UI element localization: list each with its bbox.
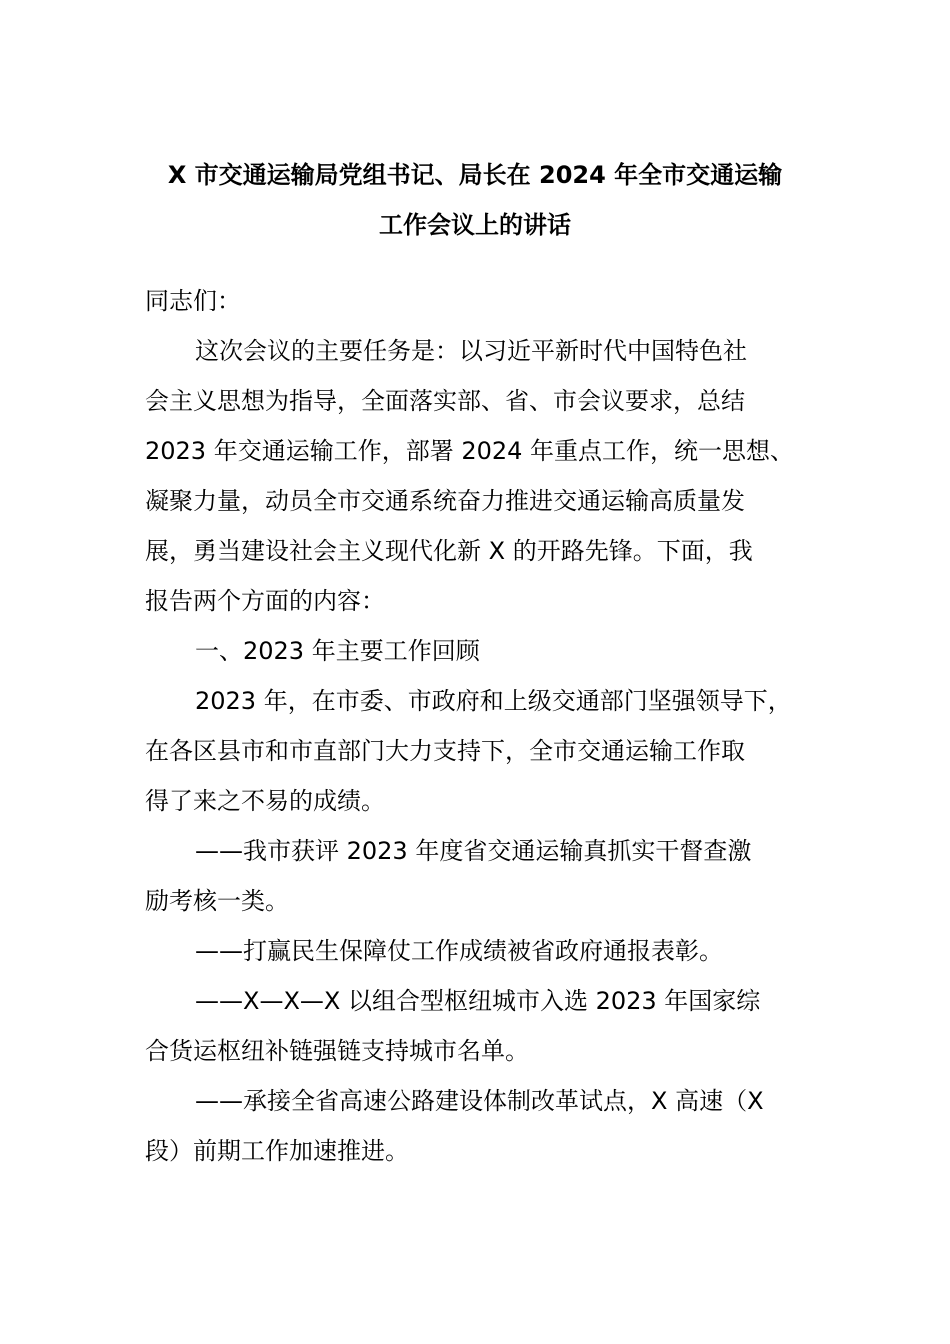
body-line: 凝聚力量，动员全市交通系统奋力推进交通运输高质量发 xyxy=(145,487,745,515)
body-line: 在各区县市和市直部门大力支持下，全市交通运输工作取 xyxy=(145,737,745,765)
body-line: 得了来之不易的成绩。 xyxy=(145,787,385,815)
body-line: 2023 年交通运输工作，部署 2024 年重点工作，统一思想、 xyxy=(145,437,795,465)
body-line: 展，勇当建设社会主义现代化新 X 的开路先锋。下面，我 xyxy=(145,537,753,565)
body-line: 这次会议的主要任务是：以习近平新时代中国特色社 xyxy=(195,337,747,365)
body-line: 报告两个方面的内容： xyxy=(145,587,385,615)
body-line: 2023 年，在市委、市政府和上级交通部门坚强领导下， xyxy=(195,687,792,715)
list-item-line: ——打赢民生保障仗工作成绩被省政府通报表彰。 xyxy=(195,937,723,965)
list-item-line: 合货运枢纽补链强链支持城市名单。 xyxy=(145,1037,529,1065)
list-item-line: 励考核一类。 xyxy=(145,887,289,915)
list-item-line: ——承接全省高速公路建设体制改革试点，X 高速（X xyxy=(195,1087,764,1115)
body-line: 会主义思想为指导，全面落实部、省、市会议要求，总结 xyxy=(145,387,745,415)
list-item-line: ——X—X—X 以组合型枢纽城市入选 2023 年国家综 xyxy=(195,987,761,1015)
document-title-line-2: 工作会议上的讲话 xyxy=(379,211,571,239)
list-item-line: 段）前期工作加速推进。 xyxy=(145,1137,409,1165)
document-title-line-1: X 市交通运输局党组书记、局长在 2024 年全市交通运输 xyxy=(167,161,783,189)
salutation: 同志们： xyxy=(145,287,241,315)
section-heading: 一、2023 年主要工作回顾 xyxy=(195,637,480,665)
list-item-line: ——我市获评 2023 年度省交通运输真抓实干督查激 xyxy=(195,837,752,865)
